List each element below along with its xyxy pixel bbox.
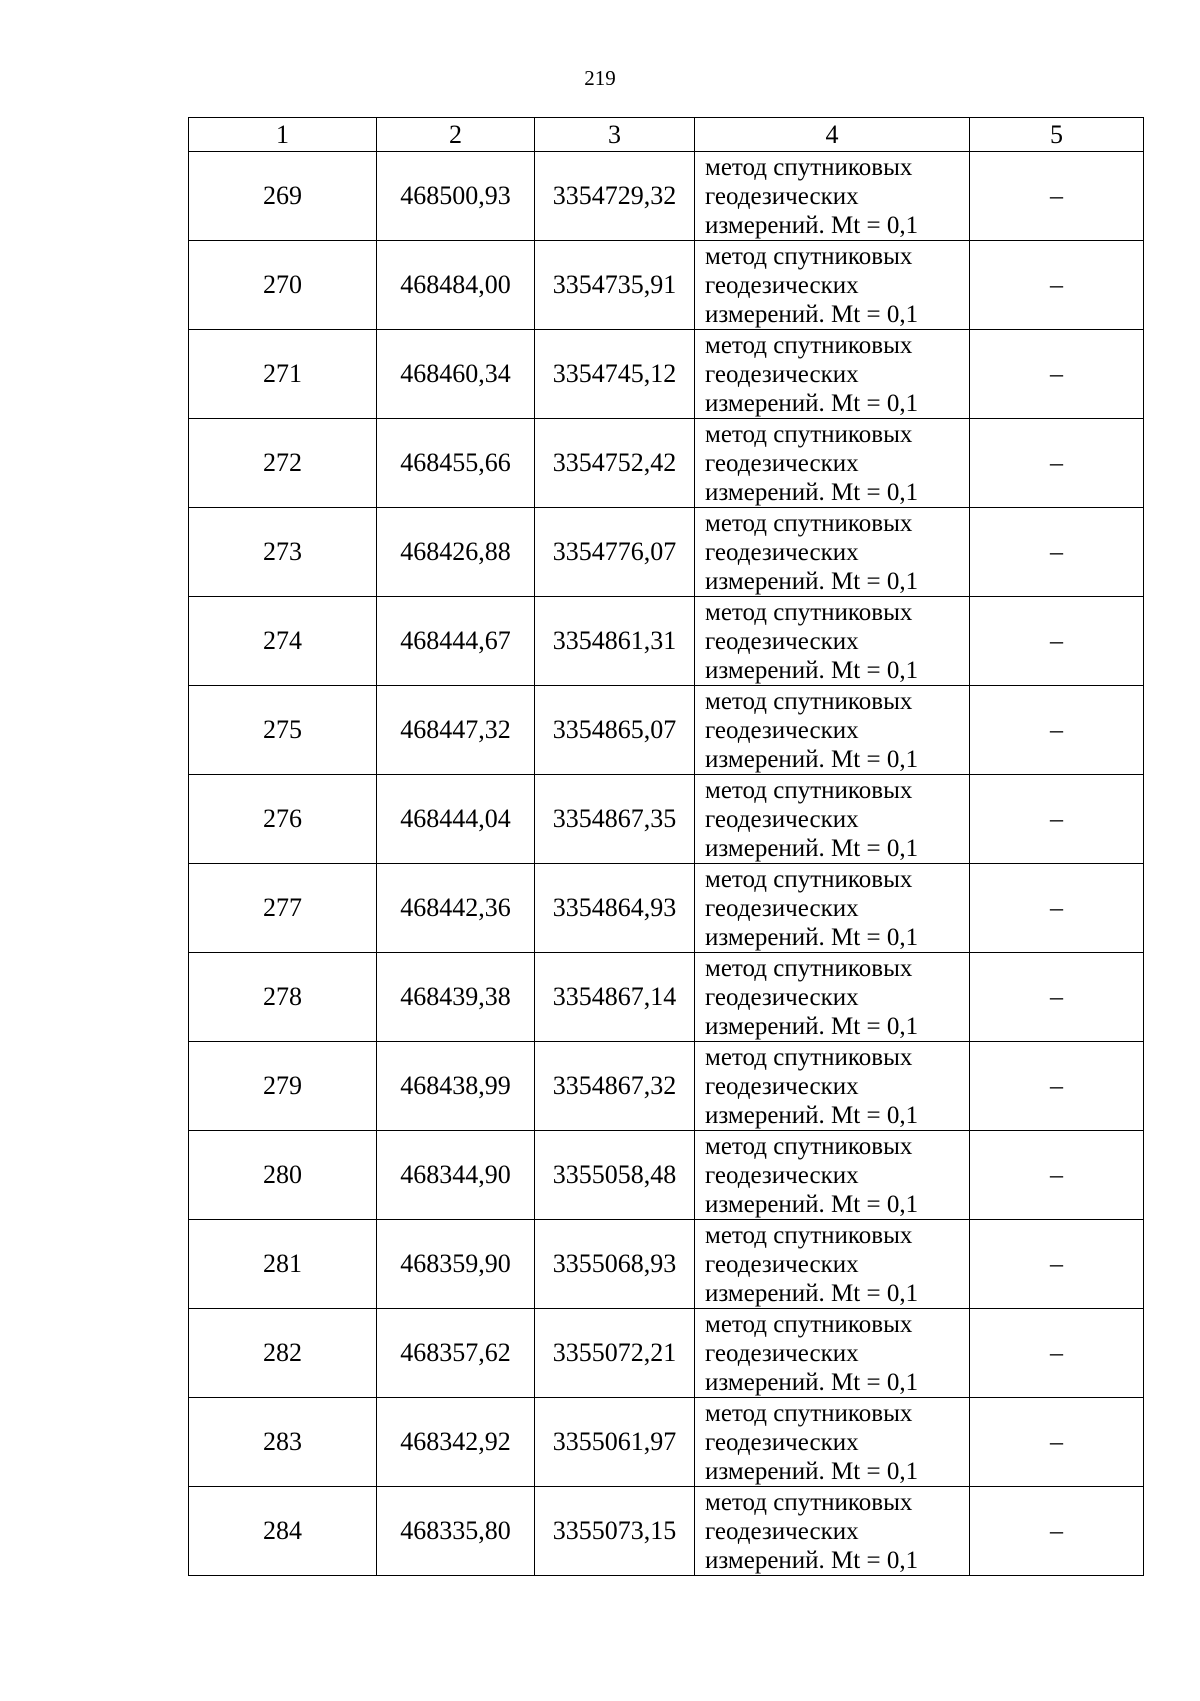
method-line: метод спутниковых (705, 153, 913, 181)
x-coordinate-cell: 468342,92 (377, 1398, 535, 1487)
method-cell (695, 241, 970, 330)
header-col-3: 3 (535, 118, 695, 152)
point-number-cell: 282 (189, 1309, 377, 1398)
point-number-cell: 269 (189, 152, 377, 241)
table-row (189, 241, 1144, 330)
method-line: измерений. Mt = 0,1 (705, 1101, 919, 1129)
table-row (189, 1398, 1144, 1487)
method-line: геодезических (705, 1072, 859, 1100)
point-number-cell: 273 (189, 508, 377, 597)
method-line: геодезических (705, 1161, 859, 1189)
method-line: геодезических (705, 1250, 859, 1278)
table-row (189, 597, 1144, 686)
x-coordinate-cell: 468444,67 (377, 597, 535, 686)
x-coordinate-cell: 468447,32 (377, 686, 535, 775)
method-line: измерений. Mt = 0,1 (705, 478, 919, 506)
method-line: геодезических (705, 1517, 859, 1545)
method-line: метод спутниковых (705, 420, 913, 448)
y-coordinate-cell: 3354867,32 (535, 1042, 695, 1131)
header-row (189, 118, 1144, 152)
method-line: измерений. Mt = 0,1 (705, 300, 919, 328)
x-coordinate-cell: 468438,99 (377, 1042, 535, 1131)
header-col-1: 1 (189, 118, 377, 152)
x-coordinate-cell: 468500,93 (377, 152, 535, 241)
x-coordinate-cell: 468439,38 (377, 953, 535, 1042)
method-line: метод спутниковых (705, 1310, 913, 1338)
method-cell (695, 775, 970, 864)
method-line: метод спутниковых (705, 1488, 913, 1516)
note-cell: – (970, 775, 1144, 864)
x-coordinate-cell: 468357,62 (377, 1309, 535, 1398)
method-line: геодезических (705, 1428, 859, 1456)
method-cell (695, 597, 970, 686)
method-line: метод спутниковых (705, 1221, 913, 1249)
method-cell (695, 419, 970, 508)
note-cell: – (970, 152, 1144, 241)
header-col-5: 5 (970, 118, 1144, 152)
method-line: метод спутниковых (705, 1132, 913, 1160)
method-cell (695, 330, 970, 419)
method-line: метод спутниковых (705, 687, 913, 715)
method-line: геодезических (705, 805, 859, 833)
table-row (189, 508, 1144, 597)
x-coordinate-cell: 468335,80 (377, 1487, 535, 1576)
note-cell: – (970, 241, 1144, 330)
method-cell (695, 1131, 970, 1220)
table-row (189, 419, 1144, 508)
note-cell: – (970, 686, 1144, 775)
method-cell (695, 953, 970, 1042)
method-line: метод спутниковых (705, 598, 913, 626)
table-header (189, 118, 1144, 152)
method-line: измерений. Mt = 0,1 (705, 1546, 919, 1574)
method-line: измерений. Mt = 0,1 (705, 389, 919, 417)
point-number-cell: 272 (189, 419, 377, 508)
y-coordinate-cell: 3355073,15 (535, 1487, 695, 1576)
method-line: метод спутниковых (705, 1399, 913, 1427)
method-line: метод спутниковых (705, 242, 913, 270)
method-line: метод спутниковых (705, 1043, 913, 1071)
method-line: измерений. Mt = 0,1 (705, 567, 919, 595)
method-cell (695, 152, 970, 241)
table-row (189, 686, 1144, 775)
method-line: геодезических (705, 894, 859, 922)
point-number-cell: 276 (189, 775, 377, 864)
page-number: 219 (584, 66, 616, 90)
point-number-cell: 275 (189, 686, 377, 775)
note-cell: – (970, 1131, 1144, 1220)
method-cell (695, 1309, 970, 1398)
y-coordinate-cell: 3354729,32 (535, 152, 695, 241)
method-line: геодезических (705, 983, 859, 1011)
x-coordinate-cell: 468484,00 (377, 241, 535, 330)
method-line: метод спутниковых (705, 509, 913, 537)
y-coordinate-cell: 3355058,48 (535, 1131, 695, 1220)
x-coordinate-cell: 468344,90 (377, 1131, 535, 1220)
method-line: геодезических (705, 271, 859, 299)
method-line: измерений. Mt = 0,1 (705, 1012, 919, 1040)
method-line: измерений. Mt = 0,1 (705, 1279, 919, 1307)
table-row (189, 330, 1144, 419)
method-cell (695, 1487, 970, 1576)
table-row (189, 1042, 1144, 1131)
method-line: измерений. Mt = 0,1 (705, 211, 919, 239)
method-line: геодезических (705, 360, 859, 388)
header-col-4: 4 (695, 118, 970, 152)
table-row (189, 152, 1144, 241)
table-row (189, 1309, 1144, 1398)
x-coordinate-cell: 468359,90 (377, 1220, 535, 1309)
x-coordinate-cell: 468444,04 (377, 775, 535, 864)
y-coordinate-cell: 3355072,21 (535, 1309, 695, 1398)
method-line: метод спутниковых (705, 776, 913, 804)
note-cell: – (970, 1042, 1144, 1131)
header-col-2: 2 (377, 118, 535, 152)
table-row (189, 953, 1144, 1042)
y-coordinate-cell: 3354864,93 (535, 864, 695, 953)
method-line: метод спутниковых (705, 954, 913, 982)
method-line: измерений. Mt = 0,1 (705, 745, 919, 773)
point-number-cell: 274 (189, 597, 377, 686)
x-coordinate-cell: 468442,36 (377, 864, 535, 953)
table-body (189, 152, 1144, 1576)
method-line: геодезических (705, 449, 859, 477)
point-number-cell: 271 (189, 330, 377, 419)
method-line: измерений. Mt = 0,1 (705, 1457, 919, 1485)
coordinates-table (188, 117, 1144, 1576)
method-cell (695, 686, 970, 775)
x-coordinate-cell: 468460,34 (377, 330, 535, 419)
note-cell: – (970, 1220, 1144, 1309)
method-line: геодезических (705, 1339, 859, 1367)
method-cell (695, 864, 970, 953)
note-cell: – (970, 953, 1144, 1042)
note-cell: – (970, 1398, 1144, 1487)
y-coordinate-cell: 3354867,35 (535, 775, 695, 864)
point-number-cell: 270 (189, 241, 377, 330)
y-coordinate-cell: 3355061,97 (535, 1398, 695, 1487)
point-number-cell: 278 (189, 953, 377, 1042)
method-line: измерений. Mt = 0,1 (705, 656, 919, 684)
point-number-cell: 277 (189, 864, 377, 953)
y-coordinate-cell: 3354867,14 (535, 953, 695, 1042)
method-line: измерений. Mt = 0,1 (705, 923, 919, 951)
point-number-cell: 279 (189, 1042, 377, 1131)
y-coordinate-cell: 3354745,12 (535, 330, 695, 419)
table-row (189, 1131, 1144, 1220)
method-cell (695, 1398, 970, 1487)
method-cell (695, 508, 970, 597)
note-cell: – (970, 419, 1144, 508)
y-coordinate-cell: 3354865,07 (535, 686, 695, 775)
note-cell: – (970, 330, 1144, 419)
method-line: измерений. Mt = 0,1 (705, 1368, 919, 1396)
method-line: геодезических (705, 538, 859, 566)
method-cell (695, 1220, 970, 1309)
note-cell: – (970, 864, 1144, 953)
method-line: геодезических (705, 182, 859, 210)
note-cell: – (970, 1487, 1144, 1576)
method-line: измерений. Mt = 0,1 (705, 1190, 919, 1218)
table-row (189, 1220, 1144, 1309)
y-coordinate-cell: 3355068,93 (535, 1220, 695, 1309)
table-row (189, 775, 1144, 864)
note-cell: – (970, 508, 1144, 597)
point-number-cell: 281 (189, 1220, 377, 1309)
method-line: метод спутниковых (705, 331, 913, 359)
y-coordinate-cell: 3354861,31 (535, 597, 695, 686)
table-row (189, 864, 1144, 953)
x-coordinate-cell: 468426,88 (377, 508, 535, 597)
y-coordinate-cell: 3354752,42 (535, 419, 695, 508)
method-line: геодезических (705, 716, 859, 744)
method-line: измерений. Mt = 0,1 (705, 834, 919, 862)
method-cell (695, 1042, 970, 1131)
method-line: метод спутниковых (705, 865, 913, 893)
y-coordinate-cell: 3354735,91 (535, 241, 695, 330)
method-line: геодезических (705, 627, 859, 655)
x-coordinate-cell: 468455,66 (377, 419, 535, 508)
note-cell: – (970, 1309, 1144, 1398)
point-number-cell: 280 (189, 1131, 377, 1220)
table-row (189, 1487, 1144, 1576)
y-coordinate-cell: 3354776,07 (535, 508, 695, 597)
point-number-cell: 284 (189, 1487, 377, 1576)
point-number-cell: 283 (189, 1398, 377, 1487)
note-cell: – (970, 597, 1144, 686)
